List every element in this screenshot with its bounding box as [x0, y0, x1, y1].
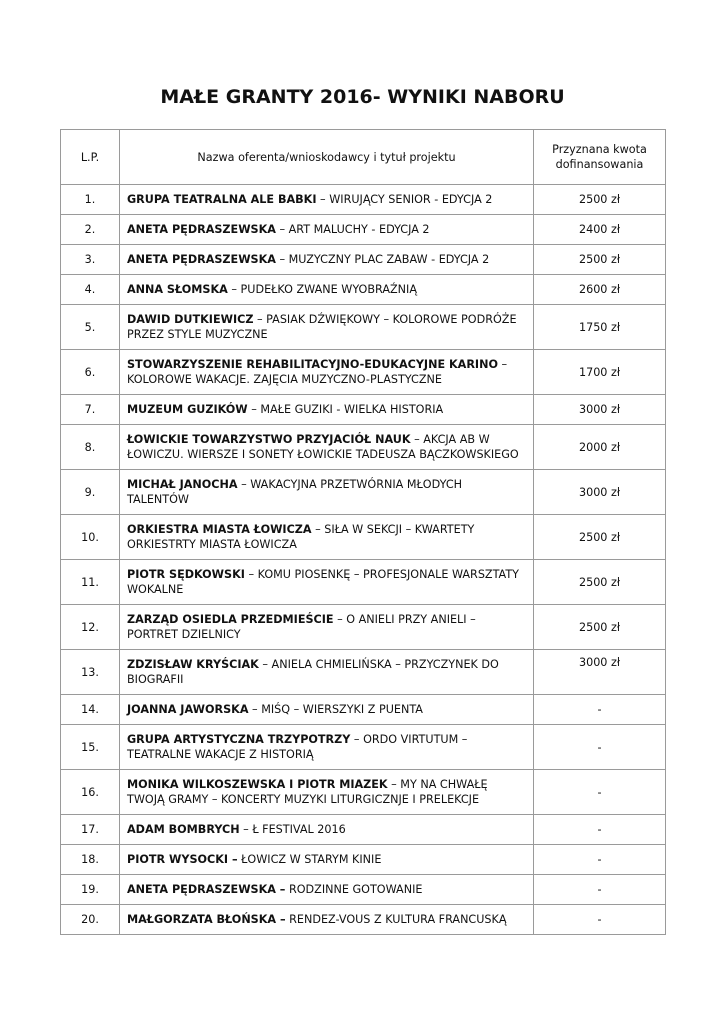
row-project [120, 245, 534, 275]
header-lp: L.P. [61, 130, 120, 185]
row-project [120, 605, 534, 650]
row-title: – PASIAK DŹWIĘKOWY – KOLOROWE PODRÓŻE PRZEZ STYLE MUZYCZNE [127, 313, 517, 341]
row-lp: 9. [61, 470, 120, 515]
row-applicant: PIOTR WYSOCKI – [127, 853, 238, 866]
row-title: – MAŁE GUZIKI - WIELKA HISTORIA [247, 403, 444, 416]
row-lp: 17. [61, 815, 120, 845]
table-row [61, 350, 666, 395]
row-applicant: ADAM BOMBRYCH [127, 823, 240, 836]
row-lp: 13. [61, 650, 120, 695]
row-title: – PUDEŁKO ZWANE WYOBRAŹNIĄ [227, 283, 417, 296]
table-row [61, 560, 666, 605]
row-amount: - [534, 725, 666, 770]
row-applicant: MONIKA WILKOSZEWSKA I PIOTR MIAZEK [127, 778, 388, 791]
row-project [120, 305, 534, 350]
row-project [120, 845, 534, 875]
row-applicant: ANNA SŁOMSKA [127, 283, 228, 296]
row-applicant: ANETA PĘDRASZEWSKA [127, 223, 276, 236]
row-amount: 3000 zł [534, 470, 666, 515]
row-lp: 5. [61, 305, 120, 350]
row-project [120, 185, 534, 215]
row-lp: 11. [61, 560, 120, 605]
table-row [61, 275, 666, 305]
row-lp: 20. [61, 905, 120, 935]
row-title: – SIŁA W SEKCJI – KWARTETY ORKIESTRTY MIASTA ŁOWICZA [127, 523, 475, 551]
row-lp: 18. [61, 845, 120, 875]
row-title: – WIRUJĄCY SENIOR - EDYCJA 2 [316, 193, 493, 206]
row-lp: 16. [61, 770, 120, 815]
row-project [120, 350, 534, 395]
row-amount: - [534, 905, 666, 935]
row-title: – KOLOROWE WAKACJE. ZAJĘCIA MUZYCZNO-PLASTYCZNE [127, 358, 508, 386]
row-project [120, 275, 534, 305]
row-project [120, 215, 534, 245]
table-row [61, 425, 666, 470]
row-title: – MIŚQ – WIERSZYKI Z PUENTA [248, 703, 423, 716]
table-row [61, 245, 666, 275]
row-title: RENDEZ-VOUS Z KULTURA FRANCUSKĄ [285, 913, 507, 926]
row-amount: 2600 zł [534, 275, 666, 305]
row-title: – AKCJA AB W ŁOWICZU. WIERSZE I SONETY ŁOWICKIE TADEUSZA BĄCZKOWSKIEGO [127, 433, 519, 461]
header-amount [534, 130, 666, 185]
table-row [61, 695, 666, 725]
row-applicant: DAWID DUTKIEWICZ [127, 313, 254, 326]
row-amount: 2500 zł [534, 185, 666, 215]
grants-table [60, 129, 666, 935]
row-amount: 2500 zł [534, 245, 666, 275]
header-amount-line2: dofinansowania [555, 158, 644, 171]
row-applicant: PIOTR SĘDKOWSKI [127, 568, 245, 581]
row-project [120, 770, 534, 815]
row-applicant: ZDZISŁAW KRYŚCIAK [127, 658, 259, 671]
row-lp: 10. [61, 515, 120, 560]
row-title: RODZINNE GOTOWANIE [285, 883, 423, 896]
row-lp: 8. [61, 425, 120, 470]
row-amount: 2500 zł [534, 515, 666, 560]
row-lp: 15. [61, 725, 120, 770]
table-row [61, 515, 666, 560]
table-row [61, 770, 666, 815]
row-amount: 1700 zł [534, 350, 666, 395]
table-row [61, 725, 666, 770]
row-lp: 14. [61, 695, 120, 725]
table-header-row [61, 130, 666, 185]
row-applicant: MUZEUM GUZIKÓW [127, 403, 248, 416]
row-project [120, 650, 534, 695]
row-amount: 2500 zł [534, 605, 666, 650]
row-amount: - [534, 845, 666, 875]
row-project [120, 905, 534, 935]
row-amount: 2500 zł [534, 560, 666, 605]
row-project [120, 695, 534, 725]
table-row [61, 305, 666, 350]
table-row [61, 470, 666, 515]
row-applicant: MAŁGORZATA BŁOŃSKA – [127, 913, 286, 926]
row-applicant: MICHAŁ JANOCHA [127, 478, 238, 491]
header-name: Nazwa oferenta/wnioskodawcy i tytuł projektu [120, 130, 534, 185]
row-title: – MUZYCZNY PLAC ZABAW - EDYCJA 2 [275, 253, 490, 266]
row-lp: 6. [61, 350, 120, 395]
table-row [61, 650, 666, 695]
row-title: – KOMU PIOSENKĘ – PROFESJONALE WARSZTATY WOKALNE [127, 568, 520, 596]
row-applicant: ANETA PĘDRASZEWSKA [127, 253, 276, 266]
row-project [120, 425, 534, 470]
table-row [61, 875, 666, 905]
row-lp: 2. [61, 215, 120, 245]
row-lp: 7. [61, 395, 120, 425]
row-title: – O ANIELI PRZY ANIELI – PORTRET DZIELNICY [127, 613, 476, 641]
table-row [61, 815, 666, 845]
header-amount-line1: Przyznana kwota [552, 143, 647, 156]
page-title: MAŁE GRANTY 2016- WYNIKI NABORU [160, 86, 565, 108]
row-project [120, 470, 534, 515]
table-row [61, 215, 666, 245]
row-lp: 3. [61, 245, 120, 275]
row-applicant: GRUPA TEATRALNA ALE BABKI [127, 193, 317, 206]
row-applicant: ORKIESTRA MIASTA ŁOWICZA [127, 523, 312, 536]
row-project [120, 725, 534, 770]
table-row [61, 395, 666, 425]
row-title: – MY NA CHWAŁĘ TWOJĄ GRAMY – KONCERTY MUZYKI LITURGICZNJE I PRELEKCJE [127, 778, 488, 806]
row-title: – Ł FESTIVAL 2016 [239, 823, 346, 836]
row-amount: - [534, 875, 666, 905]
table-row [61, 905, 666, 935]
row-project [120, 875, 534, 905]
row-applicant: ANETA PĘDRASZEWSKA – [127, 883, 286, 896]
row-lp: 12. [61, 605, 120, 650]
table-row [61, 605, 666, 650]
row-amount: 1750 zł [534, 305, 666, 350]
row-applicant: GRUPA ARTYSTYCZNA TRZYPOTRZY [127, 733, 351, 746]
row-title: – ORDO VIRTUTUM – TEATRALNE WAKACJE Z HISTORIĄ [127, 733, 468, 761]
row-lp: 1. [61, 185, 120, 215]
row-amount: - [534, 770, 666, 815]
row-lp: 4. [61, 275, 120, 305]
table-row [61, 845, 666, 875]
row-amount: 2400 zł [534, 215, 666, 245]
row-project [120, 815, 534, 845]
row-title: – ANIELA CHMIELIŃSKA – PRZYCZYNEK DO BIOGRAFII [127, 658, 499, 686]
row-applicant: ZARZĄD OSIEDLA PRZEDMIEŚCIE [127, 613, 334, 626]
row-lp: 19. [61, 875, 120, 905]
row-amount: - [534, 695, 666, 725]
row-project [120, 515, 534, 560]
row-applicant: STOWARZYSZENIE REHABILITACYJNO-EDUKACYJNE KARINO [127, 358, 498, 371]
row-applicant: JOANNA JAWORSKA [127, 703, 249, 716]
row-project [120, 395, 534, 425]
row-amount: 3000 zł [534, 650, 666, 695]
row-title: ŁOWICZ W STARYM KINIE [237, 853, 382, 866]
row-amount: - [534, 815, 666, 845]
row-amount: 3000 zł [534, 395, 666, 425]
row-title: – WAKACYJNA PRZETWÓRNIA MŁODYCH TALENTÓW [127, 478, 463, 506]
row-amount: 2000 zł [534, 425, 666, 470]
row-applicant: ŁOWICKIE TOWARZYSTWO PRZYJACIÓŁ NAUK [127, 433, 411, 446]
row-title: – ART MALUCHY - EDYCJA 2 [275, 223, 430, 236]
row-project [120, 560, 534, 605]
table-row [61, 185, 666, 215]
